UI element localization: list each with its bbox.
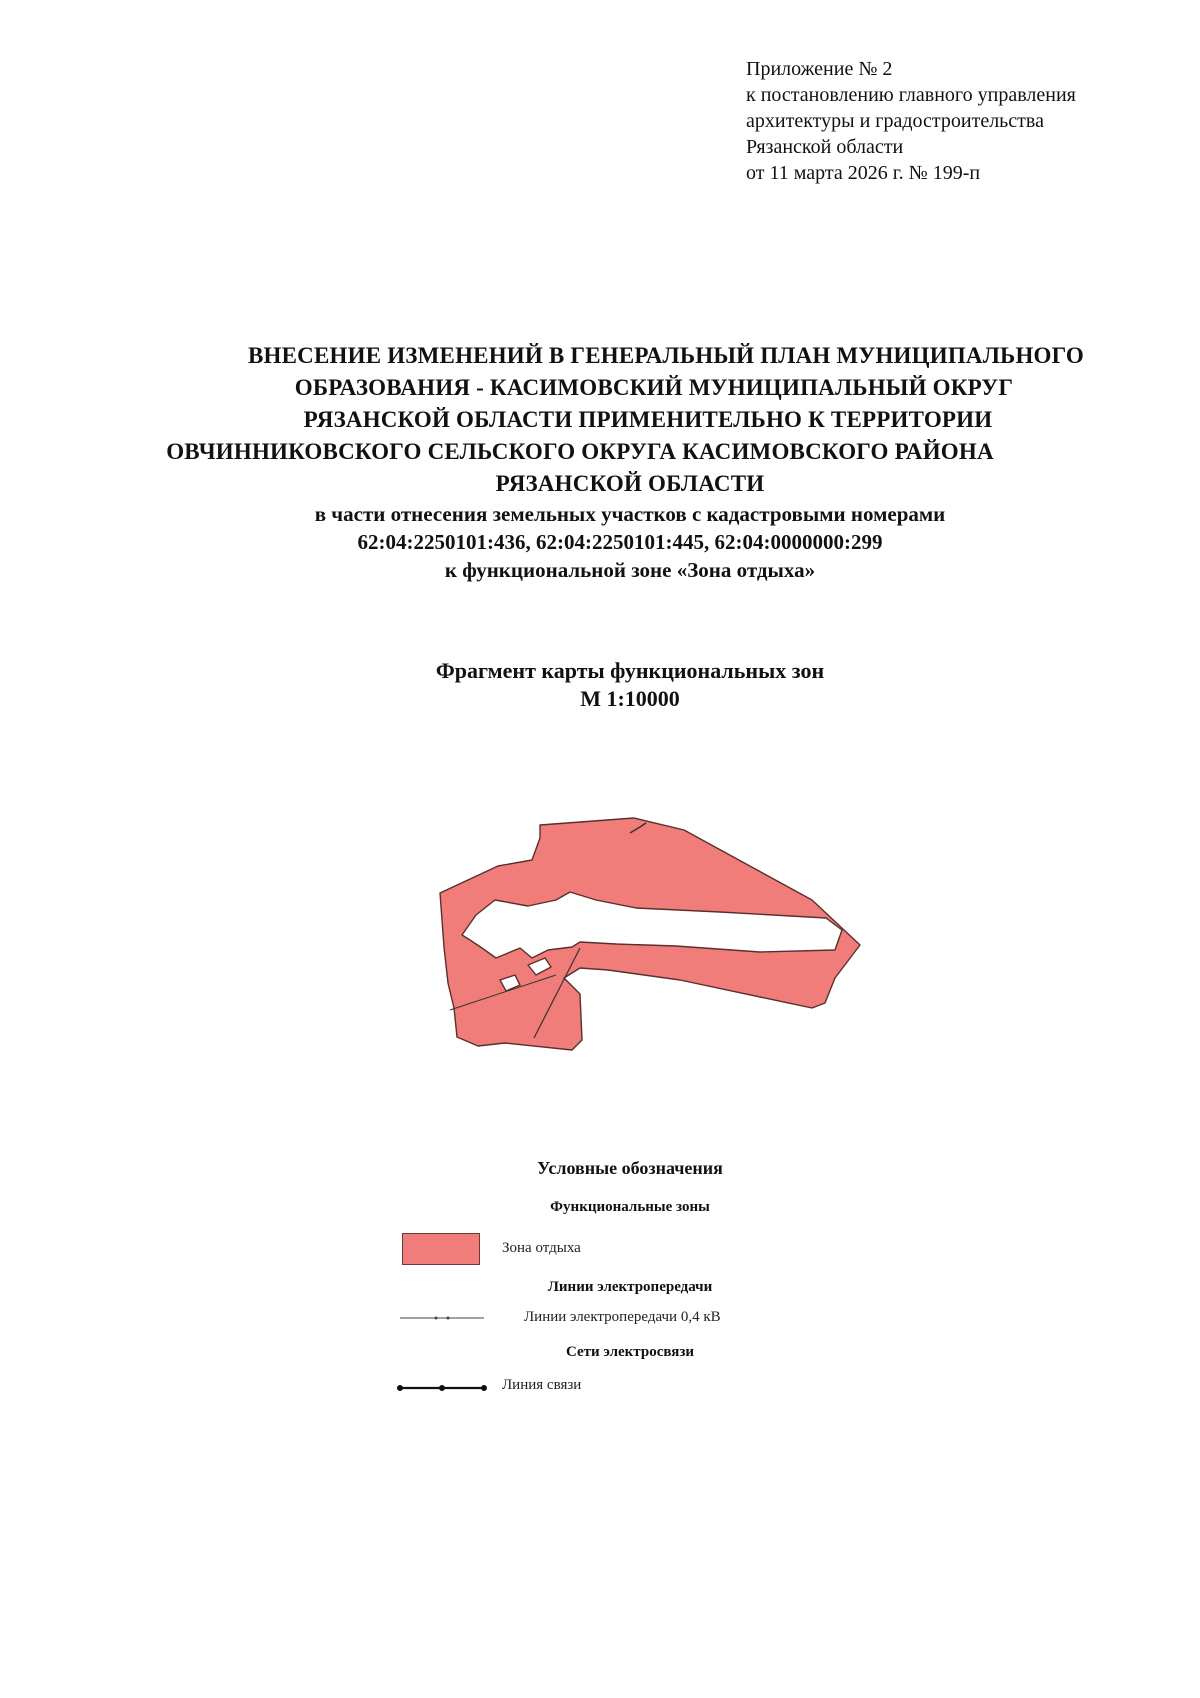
cadastral-numbers: 62:04:2250101:436, 62:04:2250101:445, 62:04:0000000:299 bbox=[357, 530, 883, 554]
legend-telecom-line-label: Линия связи bbox=[502, 1377, 582, 1393]
legend-power-line-label: Линии электропередачи 0,4 кВ bbox=[524, 1309, 721, 1325]
title-line-1: ВНЕСЕНИЕ ИЗМЕНЕНИЙ В ГЕНЕРАЛЬНЫЙ ПЛАН МУНИЦИПАЛЬНОГО bbox=[248, 343, 1084, 368]
title-line-4: ОВЧИННИКОВСКОГО СЕЛЬСКОГО ОКРУГА КАСИМОВСКОГО РАЙОНА bbox=[166, 439, 994, 464]
recreation-zone-polygon bbox=[440, 818, 860, 1050]
telecom-legend-node-2 bbox=[439, 1385, 445, 1391]
appendix-date: от 11 марта 2026 г. № 199-п bbox=[746, 162, 981, 184]
appendix-line-3: архитектуры и градостроительства bbox=[746, 110, 1044, 132]
telecom-legend-node-3 bbox=[481, 1385, 487, 1391]
telecom-line-on-map bbox=[534, 948, 580, 1038]
appendix-note bbox=[746, 56, 1076, 186]
appendix-number: Приложение № 2 bbox=[746, 58, 893, 80]
document-title bbox=[120, 340, 1140, 584]
subtitle-line-1: в части отнесения земельных участков с кадастровыми номерами bbox=[314, 502, 946, 526]
title-line-2: ОБРАЗОВАНИЯ - КАСИМОВСКИЙ МУНИЦИПАЛЬНЫЙ ОКРУГ bbox=[294, 375, 1014, 400]
fragment-caption bbox=[120, 657, 1140, 713]
appendix-line-2: к постановлению главного управления bbox=[746, 84, 1076, 106]
power-line-on-map bbox=[450, 975, 556, 1010]
appendix-line-4: Рязанской области bbox=[746, 136, 904, 158]
legend-power-lines-heading: Линии электропередачи bbox=[547, 1279, 713, 1295]
small-feature-marker bbox=[630, 823, 646, 833]
telecom-legend-node-1 bbox=[397, 1385, 403, 1391]
title-line-3: РЯЗАНСКОЙ ОБЛАСТИ ПРИМЕНИТЕЛЬНО К ТЕРРИТОРИИ bbox=[303, 407, 993, 432]
map-scale: М 1:10000 bbox=[580, 686, 680, 711]
title-line-5: РЯЗАНСКОЙ ОБЛАСТИ bbox=[495, 471, 765, 496]
subtitle-line-3: к функциональной зоне «Зона отдыха» bbox=[444, 558, 816, 582]
legend-recreation-zone-label: Зона отдыха bbox=[502, 1240, 581, 1256]
recreation-zone-swatch bbox=[402, 1233, 480, 1265]
power-line-legend-node-1 bbox=[435, 1317, 438, 1320]
legend-telecom-heading: Сети электросвязи bbox=[565, 1344, 695, 1360]
fragment-title: Фрагмент карты функциональных зон bbox=[435, 658, 825, 683]
power-line-legend-node-2 bbox=[447, 1317, 450, 1320]
legend-title: Условные обозначения bbox=[537, 1158, 723, 1178]
legend-functional-zones-heading: Функциональные зоны bbox=[550, 1199, 710, 1215]
